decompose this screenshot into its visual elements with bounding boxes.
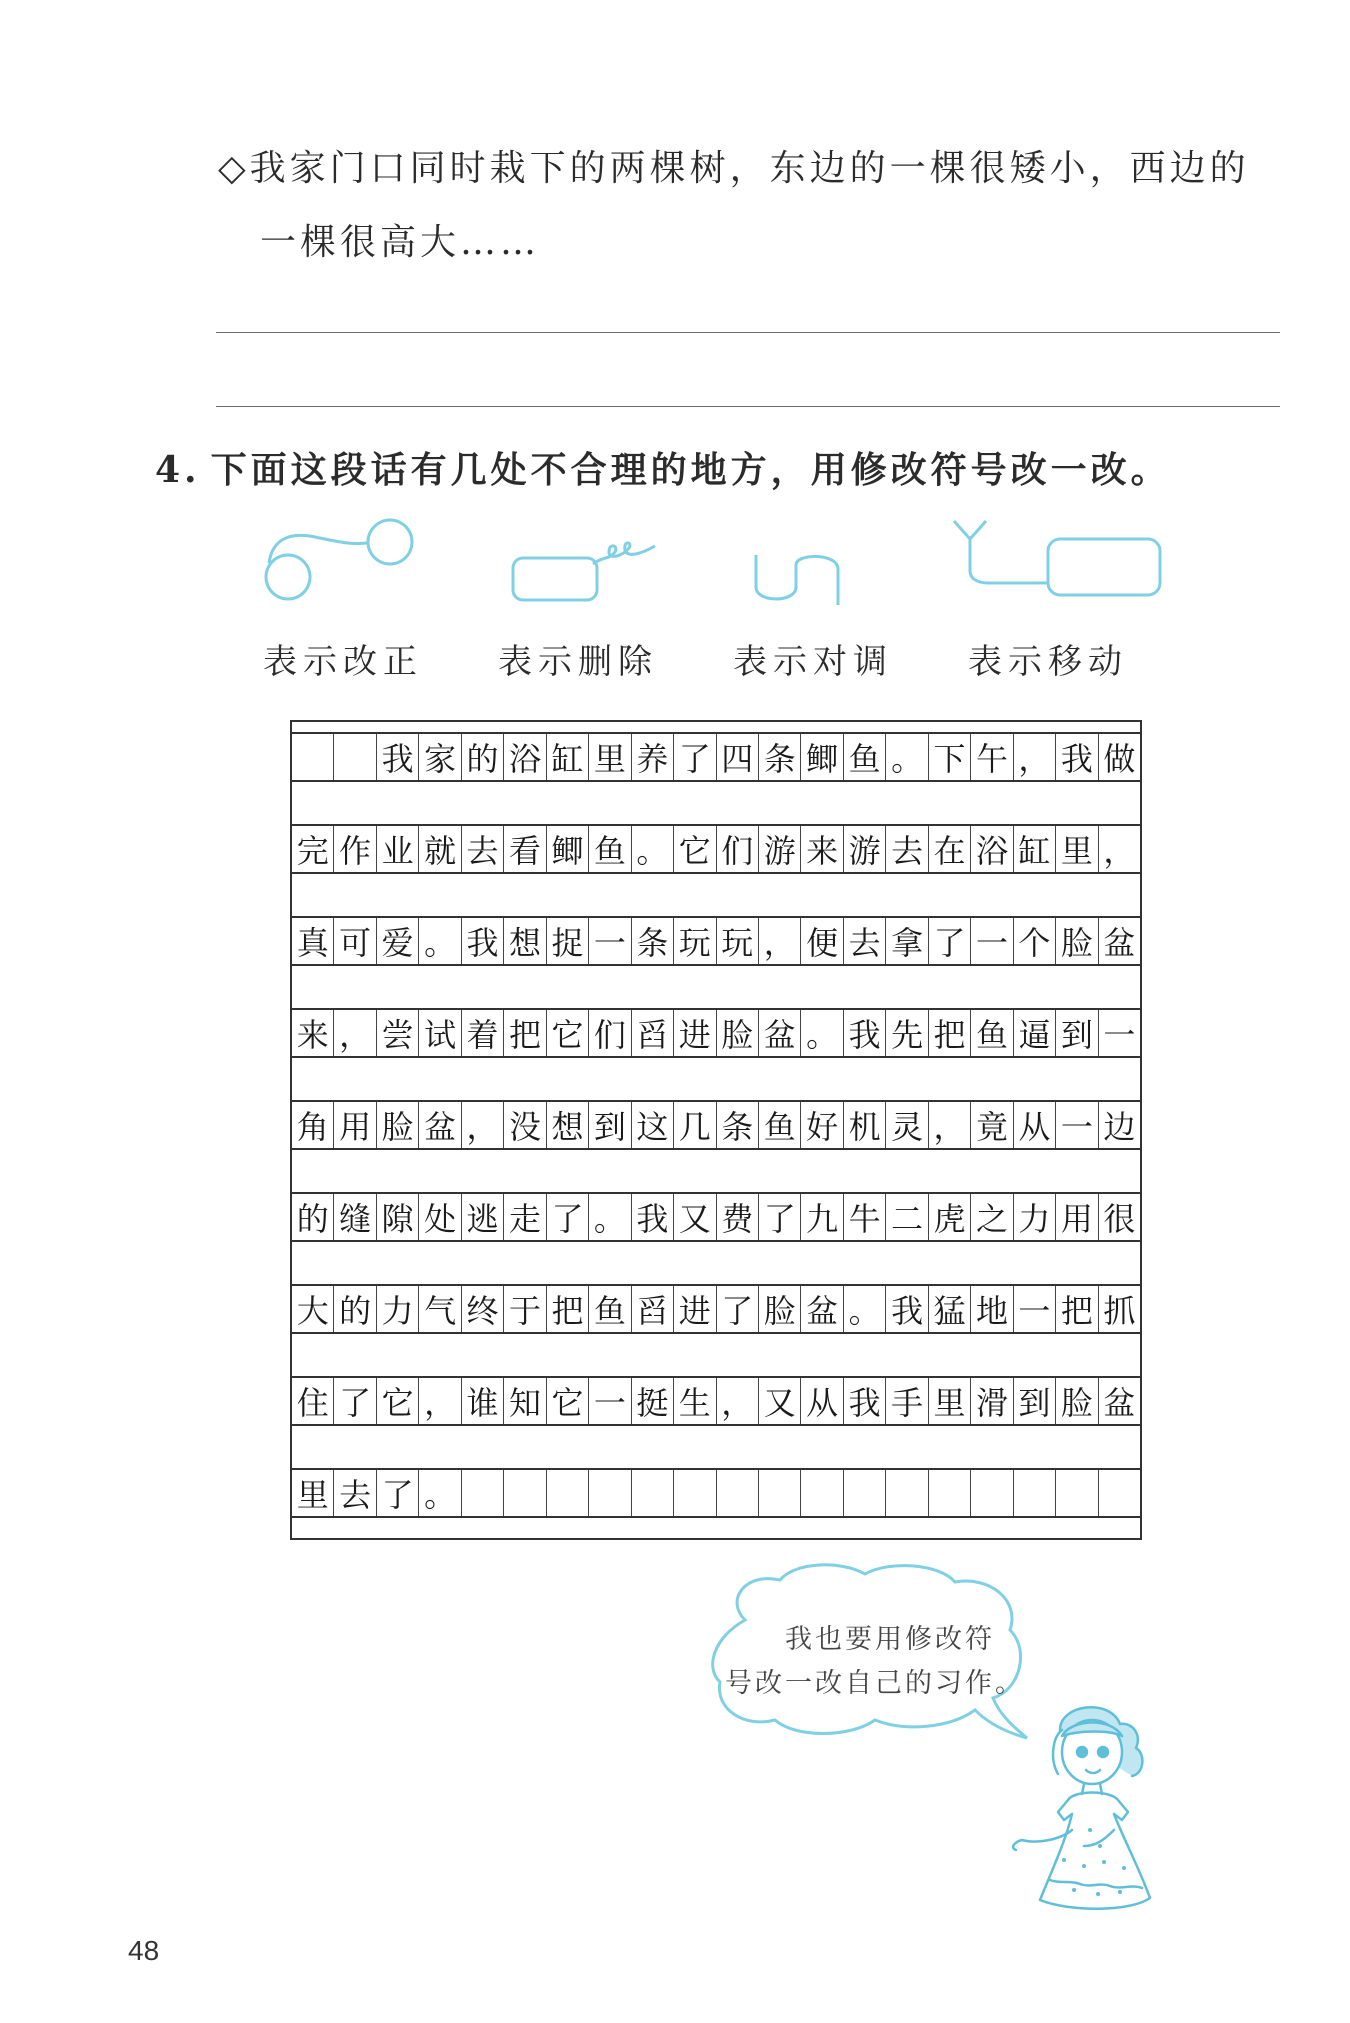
grid-row	[292, 1468, 1140, 1518]
prompt-line-2: 一棵很高大……	[260, 222, 541, 263]
grid-cell: 养	[632, 734, 674, 780]
grid-cell: 想	[547, 1102, 589, 1148]
prompt-line-1: ◇我家门口同时栽下的两棵树，东边的一棵很矮小，西边的	[218, 148, 1250, 189]
grid-cell: 之	[971, 1194, 1013, 1240]
grid-cell: 就	[419, 826, 461, 872]
grid-cell: 条	[632, 918, 674, 964]
grid-cell: 我	[377, 734, 419, 780]
answer-line-1[interactable]	[216, 332, 1280, 333]
grid-cell: 它	[547, 1010, 589, 1056]
grid-cell: 。	[886, 734, 928, 780]
grid-cell: 了	[334, 1378, 376, 1424]
grid-cell: 一	[1103, 1016, 1136, 1054]
grid-cell: 捉	[547, 918, 589, 964]
grid-cell: 手	[886, 1378, 928, 1424]
grid-cell: 舀	[632, 1010, 674, 1056]
grid-cell: 生	[674, 1378, 716, 1424]
grid-cell: ，	[419, 1378, 461, 1424]
grid-cell: 又	[759, 1378, 801, 1424]
grid-cell: 盆	[801, 1286, 843, 1332]
grid-cell: 去	[844, 918, 886, 964]
question-title: 下面这段话有几处不合理的地方，用修改符号改一改。	[210, 449, 1171, 491]
grid-cell: 盆	[1103, 924, 1136, 962]
grid-cell: 真	[292, 918, 334, 964]
grid-cell: 鱼	[589, 826, 631, 872]
grid-cell: 看	[504, 826, 546, 872]
grid-cell: 进	[674, 1286, 716, 1332]
grid-cell: 好	[801, 1102, 843, 1148]
grid-cell: 鲫	[801, 734, 843, 780]
grid-cell: 这	[632, 1102, 674, 1148]
grid-cell: 把	[547, 1286, 589, 1332]
grid-cell: 一	[589, 918, 631, 964]
grid-cell: 用	[1056, 1194, 1098, 1240]
grid-row	[292, 1008, 1140, 1058]
grid-cell: 来	[292, 1010, 334, 1056]
grid-cell[interactable]	[1014, 1470, 1056, 1516]
grid-cell: 条	[717, 1102, 759, 1148]
grid-cell: 又	[674, 1194, 716, 1240]
grid-cell: 滑	[971, 1378, 1013, 1424]
grid-cell: 盆	[1103, 1384, 1136, 1422]
grid-cell: 费	[717, 1194, 759, 1240]
grid-cell: 我	[844, 1378, 886, 1424]
grid-row	[292, 1100, 1140, 1150]
grid-cell: 脸	[1056, 918, 1098, 964]
grid-cell: 家	[419, 734, 461, 780]
grid-cell: 二	[886, 1194, 928, 1240]
grid-cell: ，	[334, 1010, 376, 1056]
grid-cell: 了	[929, 918, 971, 964]
grid-cell: 条	[759, 734, 801, 780]
grid-cell: 牛	[844, 1194, 886, 1240]
grid-cell: 它	[674, 826, 716, 872]
grid-cell: 。	[632, 826, 674, 872]
grid-cell: ，	[929, 1102, 971, 1148]
grid-cell[interactable]	[759, 1470, 801, 1516]
grid-cell: 脸	[377, 1102, 419, 1148]
grid-cell[interactable]	[462, 1470, 504, 1516]
grid-row	[292, 1376, 1140, 1426]
girl-illustration	[1000, 1690, 1170, 1920]
grid-cell: ，	[759, 918, 801, 964]
legend-label-correction: 表示改正	[263, 642, 423, 682]
page-number: 48	[128, 1935, 160, 1966]
move-mark-icon	[948, 515, 1168, 605]
grid-cell: 了	[547, 1194, 589, 1240]
grid-cell: 脸	[759, 1286, 801, 1332]
swap-mark-icon	[748, 545, 848, 615]
grid-cell: 大	[292, 1286, 334, 1332]
grid-row	[292, 732, 1140, 782]
grid-cell: 缸	[547, 734, 589, 780]
correction-mark-icon	[255, 515, 425, 615]
grid-cell: 了	[717, 1286, 759, 1332]
grid-cell: 住	[292, 1378, 334, 1424]
grid-cell: 没	[504, 1102, 546, 1148]
grid-cell: 一	[1056, 1102, 1098, 1148]
grid-cell: 可	[334, 918, 376, 964]
grid-cell: 它	[547, 1378, 589, 1424]
grid-cell: 气	[419, 1286, 461, 1332]
grid-cell[interactable]	[1056, 1470, 1098, 1516]
grid-cell: 我	[1056, 734, 1098, 780]
grid-cell[interactable]	[844, 1470, 886, 1516]
grid-cell[interactable]	[292, 734, 334, 780]
grid-cell: 试	[419, 1010, 461, 1056]
grid-cell: 地	[971, 1286, 1013, 1332]
grid-cell[interactable]	[674, 1470, 716, 1516]
grid-cell: 的	[462, 734, 504, 780]
grid-cell: 了	[377, 1470, 419, 1516]
question-number: 4.	[155, 449, 201, 491]
grid-cell: 了	[674, 734, 716, 780]
grid-cell[interactable]	[801, 1470, 843, 1516]
grid-cell: 把	[929, 1010, 971, 1056]
grid-cell: 午	[971, 734, 1013, 780]
grid-cell: 走	[504, 1194, 546, 1240]
grid-cell: 从	[801, 1378, 843, 1424]
grid-cell: 用	[334, 1102, 376, 1148]
grid-cell: 。	[801, 1010, 843, 1056]
grid-cell[interactable]	[886, 1470, 928, 1516]
grid-cell: 几	[674, 1102, 716, 1148]
grid-cell: 着	[462, 1010, 504, 1056]
speech-bubble-line-1: 我也要用修改符	[785, 1624, 995, 1655]
grid-cell: 游	[759, 826, 801, 872]
grid-cell[interactable]	[589, 1470, 631, 1516]
grid-cell: 去	[462, 826, 504, 872]
grid-cell: 鲫	[547, 826, 589, 872]
grid-cell: 里	[1056, 826, 1098, 872]
grid-cell: 来	[801, 826, 843, 872]
grid-cell: 四	[717, 734, 759, 780]
grid-cell: 爱	[377, 918, 419, 964]
grid-cell: 进	[674, 1010, 716, 1056]
grid-cell: 在	[929, 826, 971, 872]
grid-cell: 浴	[971, 826, 1013, 872]
grid-cell: 个	[1014, 918, 1056, 964]
grid-cell: 完	[292, 826, 334, 872]
deletion-mark-icon	[505, 530, 665, 610]
grid-cell: ，	[717, 1378, 759, 1424]
grid-cell: 到	[1014, 1378, 1056, 1424]
grid-cell: 处	[419, 1194, 461, 1240]
grid-cell: 先	[886, 1010, 928, 1056]
grid-cell[interactable]	[1099, 1470, 1140, 1516]
grid-cell[interactable]	[334, 734, 376, 780]
grid-row	[292, 916, 1140, 966]
grid-cell: 于	[504, 1286, 546, 1332]
grid-cell: 一	[1014, 1286, 1056, 1332]
grid-cell: 把	[504, 1010, 546, 1056]
grid-cell: 。	[844, 1286, 886, 1332]
grid-cell: 去	[886, 826, 928, 872]
grid-cell: 逼	[1014, 1010, 1056, 1056]
grid-cell: 去	[334, 1470, 376, 1516]
grid-cell: 我	[844, 1010, 886, 1056]
grid-cell: 灵	[886, 1102, 928, 1148]
grid-cell: 鱼	[844, 734, 886, 780]
grid-cell: 了	[759, 1194, 801, 1240]
grid-cell: 想	[504, 918, 546, 964]
grid-cell: 到	[589, 1102, 631, 1148]
grid-cell: 抓	[1103, 1292, 1136, 1330]
grid-cell[interactable]	[547, 1470, 589, 1516]
grid-cell: 一	[971, 918, 1013, 964]
grid-cell: 缸	[1014, 826, 1056, 872]
grid-cell: 虎	[929, 1194, 971, 1240]
speech-bubble-line-2: 号改一改自己的习作。	[725, 1668, 1025, 1699]
grid-cell: 力	[377, 1286, 419, 1332]
grid-cell: 们	[589, 1010, 631, 1056]
grid-cell: 盆	[419, 1102, 461, 1148]
grid-cell: 很	[1103, 1200, 1136, 1238]
question-heading	[155, 442, 1171, 493]
grid-cell: 的	[292, 1194, 334, 1240]
speech-bubble-text	[725, 1618, 1025, 1706]
grid-cell: 鱼	[589, 1286, 631, 1332]
grid-cell: 我	[462, 918, 504, 964]
grid-cell: 猛	[929, 1286, 971, 1332]
grid-cell: 知	[504, 1378, 546, 1424]
grid-cell: 。	[419, 1470, 461, 1516]
grid-cell: 我	[632, 1194, 674, 1240]
grid-cell: ，	[1103, 832, 1136, 870]
grid-cell: 里	[292, 1470, 334, 1516]
grid-cell: 九	[801, 1194, 843, 1240]
grid-cell: 玩	[674, 918, 716, 964]
grid-cell: 到	[1056, 1010, 1098, 1056]
grid-cell: 竟	[971, 1102, 1013, 1148]
grid-cell: 们	[717, 826, 759, 872]
legend-label-deletion: 表示删除	[498, 642, 658, 682]
grid-cell: 里	[589, 734, 631, 780]
grid-cell: 的	[334, 1286, 376, 1332]
grid-cell: 玩	[717, 918, 759, 964]
grid-cell: 盆	[759, 1010, 801, 1056]
grid-cell: ，	[462, 1102, 504, 1148]
grid-cell: 。	[589, 1194, 631, 1240]
grid-cell: 把	[1056, 1286, 1098, 1332]
legend-label-move: 表示移动	[968, 642, 1128, 682]
grid-cell[interactable]	[504, 1470, 546, 1516]
grid-cell: 缝	[334, 1194, 376, 1240]
grid-cell: 它	[377, 1378, 419, 1424]
grid-cell: 机	[844, 1102, 886, 1148]
grid-cell: 里	[929, 1378, 971, 1424]
grid-cell: 终	[462, 1286, 504, 1332]
grid-cell[interactable]	[971, 1470, 1013, 1516]
grid-cell: 尝	[377, 1010, 419, 1056]
grid-cell: 下	[929, 734, 971, 780]
grid-cell: ，	[1014, 734, 1056, 780]
grid-cell: 脸	[717, 1010, 759, 1056]
grid-cell: 逃	[462, 1194, 504, 1240]
grid-cell: 鱼	[759, 1102, 801, 1148]
writing-grid	[290, 720, 1142, 1540]
grid-cell: 谁	[462, 1378, 504, 1424]
grid-cell: 做	[1103, 740, 1136, 778]
grid-row	[292, 1284, 1140, 1334]
grid-cell: 我	[886, 1286, 928, 1332]
grid-cell: 鱼	[971, 1010, 1013, 1056]
grid-row	[292, 824, 1140, 874]
grid-cell: 挺	[632, 1378, 674, 1424]
grid-cell: 作	[334, 826, 376, 872]
grid-cell: 边	[1103, 1108, 1136, 1146]
grid-cell: 浴	[504, 734, 546, 780]
grid-cell: 业	[377, 826, 419, 872]
grid-cell: 角	[292, 1102, 334, 1148]
grid-cell: 舀	[632, 1286, 674, 1332]
grid-cell: 力	[1014, 1194, 1056, 1240]
grid-cell: 一	[589, 1378, 631, 1424]
grid-cell[interactable]	[929, 1470, 971, 1516]
grid-cell: 便	[801, 918, 843, 964]
grid-cell: 从	[1014, 1102, 1056, 1148]
answer-line-2[interactable]	[216, 406, 1280, 407]
grid-cell: 游	[844, 826, 886, 872]
grid-cell: 。	[419, 918, 461, 964]
grid-cell: 脸	[1056, 1378, 1098, 1424]
legend-label-swap: 表示对调	[733, 642, 893, 682]
grid-cell[interactable]	[717, 1470, 759, 1516]
grid-cell: 隙	[377, 1194, 419, 1240]
grid-row	[292, 1192, 1140, 1242]
grid-cell[interactable]	[632, 1470, 674, 1516]
grid-cell: 拿	[886, 918, 928, 964]
